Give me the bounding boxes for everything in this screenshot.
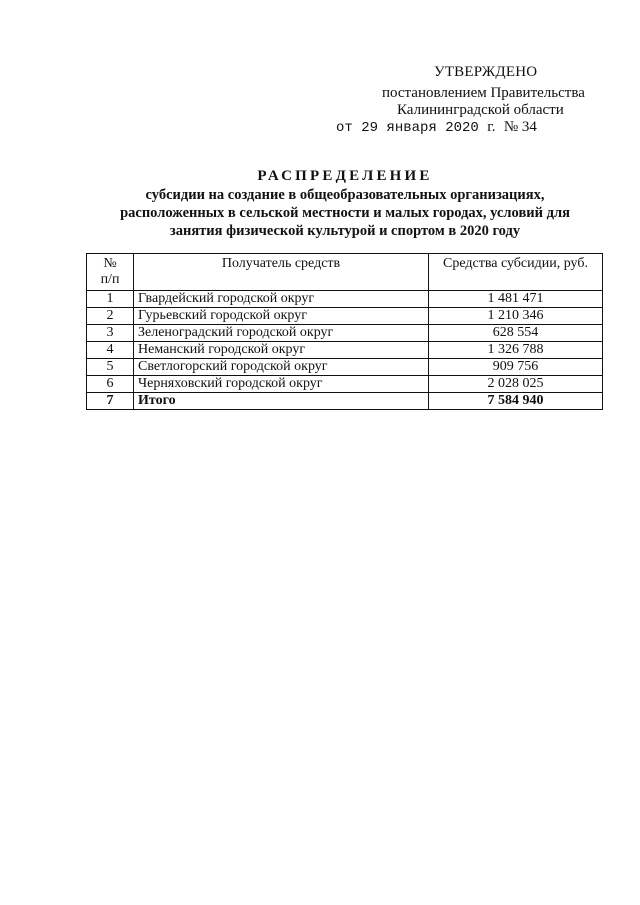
table-row — [87, 308, 603, 325]
header-number-line-2: п/п — [100, 272, 120, 287]
row-number: 3 — [87, 325, 134, 342]
row-recipient: Неманский городской округ — [134, 342, 429, 359]
row-recipient: Зеленоградский городской округ — [134, 325, 429, 342]
approval-date: 29 января 2020 — [361, 120, 479, 136]
row-number: 6 — [87, 376, 134, 393]
total-amount: 7 584 940 — [429, 393, 603, 410]
row-recipient: Черняховский городской округ — [134, 376, 429, 393]
approval-date-prefix: от — [336, 120, 353, 136]
approval-line-2: Калининградской области — [397, 102, 564, 118]
document-subtitle-line-3: занятия физической культурой и спортом в 2020 году — [169, 223, 521, 239]
total-label: Итого — [134, 393, 429, 410]
document-title: РАСПРЕДЕЛЕНИЕ — [257, 168, 433, 184]
row-number: 4 — [87, 342, 134, 359]
row-amount: 2 028 025 — [429, 376, 603, 393]
table-row — [87, 376, 603, 393]
row-number: 2 — [87, 308, 134, 325]
table-header-row — [87, 254, 603, 291]
row-number: 1 — [87, 291, 134, 308]
approval-line-1: постановлением Правительства — [382, 85, 585, 101]
header-number-line-1: № — [103, 256, 117, 271]
header-number — [87, 254, 134, 291]
row-recipient: Гурьевский городской округ — [134, 308, 429, 325]
row-amount: 628 554 — [429, 325, 603, 342]
row-recipient: Гвардейский городской округ — [134, 291, 429, 308]
table-row — [87, 342, 603, 359]
table-total-row — [87, 393, 603, 410]
row-amount: 1 326 788 — [429, 342, 603, 359]
table-row — [87, 325, 603, 342]
row-amount: 1 210 346 — [429, 308, 603, 325]
document-subtitle-line-2: расположенных в сельской местности и малых городах, условий для — [120, 205, 570, 221]
table-row — [87, 291, 603, 308]
header-recipient: Получатель средств — [134, 254, 429, 291]
row-amount: 909 756 — [429, 359, 603, 376]
row-amount: 1 481 471 — [429, 291, 603, 308]
approval-date-line — [336, 118, 537, 137]
row-recipient: Светлогорский городской округ — [134, 359, 429, 376]
distribution-table — [86, 253, 603, 410]
row-number: 5 — [87, 359, 134, 376]
header-amount: Средства субсидии, руб. — [429, 254, 603, 291]
table-row — [87, 359, 603, 376]
document-subtitle-line-1: субсидии на создание в общеобразовательных организациях, — [145, 187, 545, 203]
approval-year-suffix: г. — [487, 119, 496, 135]
approval-title: УТВЕРЖДЕНО — [434, 64, 538, 80]
total-number: 7 — [87, 393, 134, 410]
approval-number: № 34 — [503, 119, 537, 135]
